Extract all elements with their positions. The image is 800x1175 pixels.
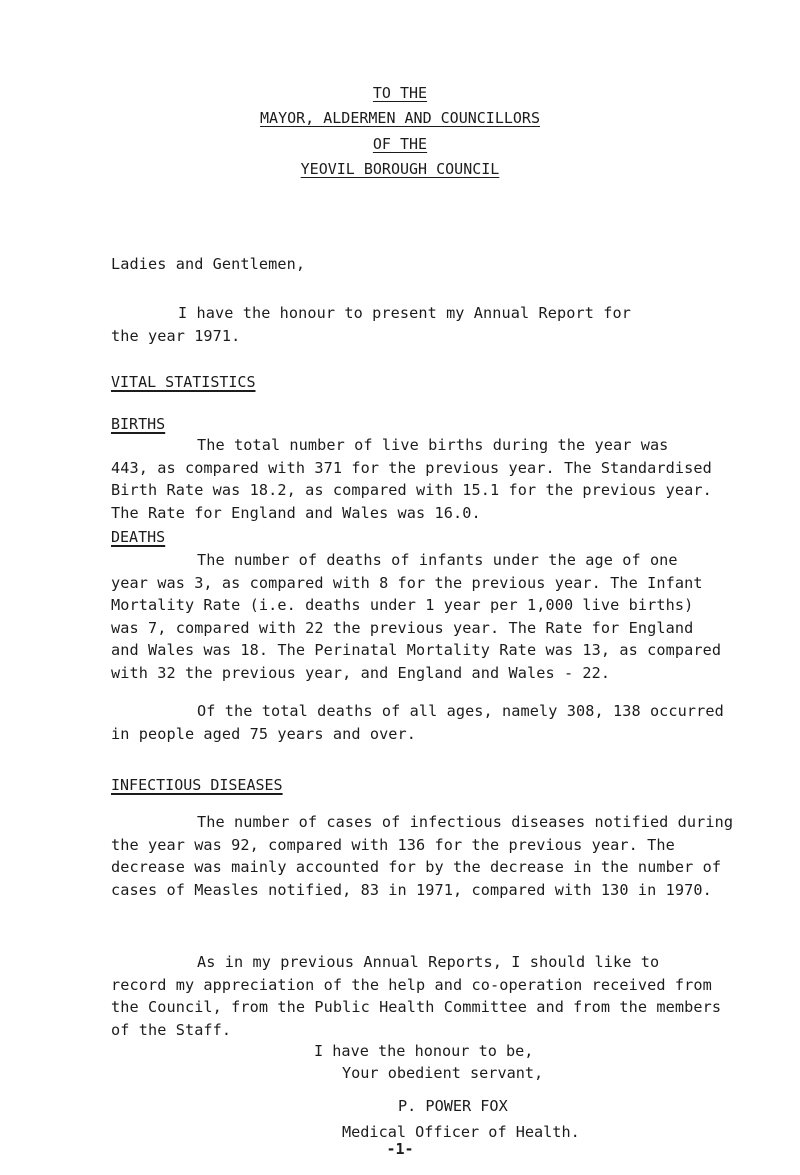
infectious-paragraph: The number of cases of infectious diseases notified during the year was 92, compared with 136 for the previous year. The decrease was mainly accounted for by the decrease in the number of cases of Measles notified, 83 in 1971, compared with 130 in 1970. xyxy=(111,813,734,899)
signature-title: Medical Officer of Health. xyxy=(342,1123,580,1141)
section-title-infectious-diseases: INFECTIOUS DISEASES xyxy=(111,776,283,794)
salutation: Ladies and Gentlemen, xyxy=(111,255,306,273)
signature-servant-line: Your obedient servant, xyxy=(342,1064,544,1082)
section-title-deaths: DEATHS xyxy=(111,528,166,546)
section-title-vital-statistics: VITAL STATISTICS xyxy=(111,373,256,391)
intro-paragraph: I have the honour to present my Annual Report for the year 1971. xyxy=(111,304,631,345)
heading-to-the: TO THE xyxy=(372,84,428,102)
heading-council: YEOVIL BOROUGH COUNCIL xyxy=(300,160,500,178)
deaths-paragraph: The number of deaths of infants under the age of one year was 3, as compared with 8 for the previous year. The Infant Mortality Rate (i.e. deaths under 1 year per 1,000 live births) was 7, compared with 22 the previous year. The Rate for England and Wales was 18. The Perinatal Mortality Rate was 13, as compared with 32 the previous year, and England and Wales - 22. xyxy=(111,551,722,682)
signature-honour-line: I have the honour to be, xyxy=(314,1042,534,1060)
signature-name: P. POWER FOX xyxy=(398,1097,508,1115)
births-paragraph: The total number of live births during the year was 443, as compared with 371 for the previous year. The Standardised Birth Rate was 18.2, as compared with 15.1 for the previous year. The Rate for England and Wales was 16.0. xyxy=(111,436,712,522)
heading-mayor-aldermen: MAYOR, ALDERMEN AND COUNCILLORS xyxy=(260,109,540,127)
section-title-births: BIRTHS xyxy=(111,415,166,433)
page-number: -1- xyxy=(386,1140,414,1158)
closing-paragraph: As in my previous Annual Reports, I should like to record my appreciation of the help and co-operation received from the Council, from the Public Health Committee and from the members of the Staff. xyxy=(111,953,722,1039)
heading-of-the: OF THE xyxy=(372,135,428,153)
deaths-over-75-paragraph: Of the total deaths of all ages, namely 308, 138 occurred in people aged 75 years and over. xyxy=(111,702,724,743)
